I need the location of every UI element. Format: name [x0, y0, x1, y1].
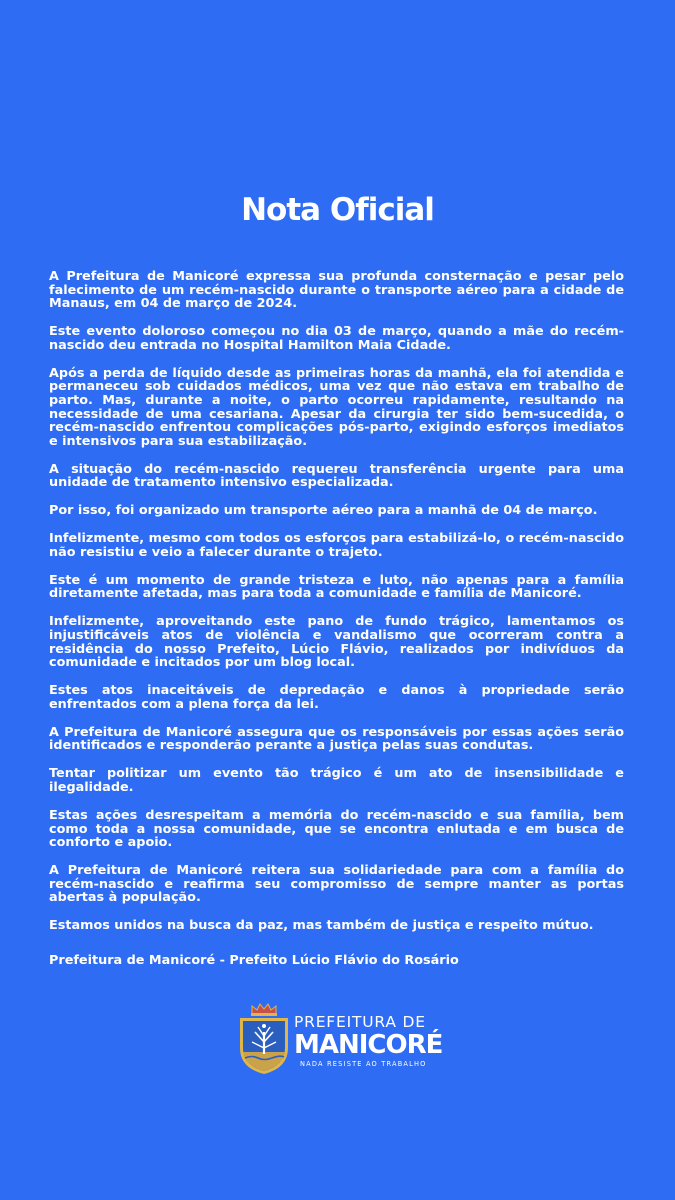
paragraph: Por isso, foi organizado um transporte aéreo para a manhã de 04 de março. — [49, 503, 598, 519]
paragraph: A Prefeitura de Manicoré assegura que os responsáveis por essas ações serão identificados e responderão perante a justiça pelas suas condutas. — [49, 724, 624, 754]
paragraph: Infelizmente, aproveitando este pano de fundo trágico, lamentamos os injustificáveis atos de violência e vandalismo que ocorreram contra a residência do nosso Prefeito, Lúcio Flávio, realizados por indivíduos da comunidade e incitados por um blog local. — [49, 614, 624, 671]
page-title: Nota Oficial — [241, 192, 434, 228]
paragraph: Após a perda de líquido desde as primeiras horas da manhã, ela foi atendida e permaneceu sob cuidados médicos, uma vez que não estava em trabalho de parto. Mas, durante a noite, o parto ocorreu rapidamente, resultando na necessidade de uma cesariana. Apesar da cirurgia ter sido bem-sucedida, o recém-nascido enfrentou complicações pós-parto, exigindo esforços imediatos e intensivos para sua estabilização. — [49, 365, 624, 449]
paragraph: Estas ações desrespeitam a memória do recém-nascido e sua família, bem como toda a nossa comunidade, que se encontra enlutada e em busca de conforto e apoio. — [49, 807, 624, 851]
official-note-body — [49, 270, 624, 982]
paragraph: Estes atos inaceitáveis de depredação e danos à propriedade serão enfrentados com a plena força da lei. — [49, 683, 624, 712]
paragraph: Tentar politizar um evento tão trágico é um ato de insensibilidade e ilegalidade. — [49, 766, 624, 795]
logo-line-prefeitura: PREFEITURA DE — [294, 1013, 426, 1031]
logo-line-manicore: MANICORÉ — [294, 1030, 443, 1060]
paragraph: A situação do recém-nascido requereu transferência urgente para uma unidade de tratamento intensivo especializada. — [49, 461, 624, 491]
logo-slogan: NADA RESISTE AO TRABALHO — [300, 1060, 427, 1068]
paragraph: Este evento doloroso começou no dia 03 de março, quando a mãe do recém-nascido deu entrada no Hospital Hamilton Maia Cidade. — [49, 324, 624, 353]
paragraph: Estamos unidos na busca da paz, mas também de justiça e respeito mútuo. — [49, 918, 594, 934]
paragraph: Este é um momento de grande tristeza e luto, não apenas para a família diretamente afetada, mas para toda a comunidade e família de Manicoré. — [49, 572, 624, 602]
paragraph: Infelizmente, mesmo com todos os esforços para estabilizá-lo, o recém-nascido não resistiu e veio a falecer durante o trajeto. — [49, 531, 624, 560]
paragraph: A Prefeitura de Manicoré expressa sua profunda consternação e pesar pelo falecimento de um recém-nascido durante o transporte aéreo para a cidade de Manaus, em 04 de março de 2024. — [49, 269, 624, 312]
prefeitura-logo — [236, 1002, 446, 1076]
paragraph: A Prefeitura de Manicoré reitera sua solidariedade para com a família do recém-nascido e reafirma seu compromisso de sempre manter as portas abertas à população. — [49, 863, 624, 906]
city-crest-icon — [236, 1002, 292, 1076]
signature: Prefeitura de Manicoré - Prefeito Lúcio Flávio do Rosário — [49, 952, 459, 968]
